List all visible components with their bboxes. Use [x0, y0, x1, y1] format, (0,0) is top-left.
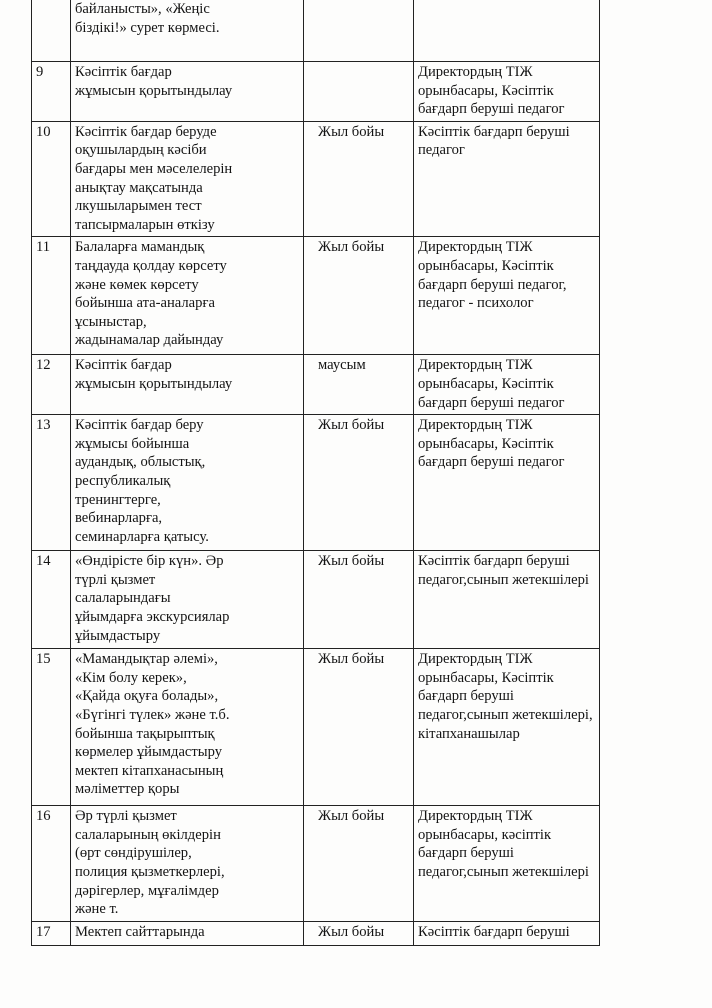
event-cell: «Мамандықтар әлемі», «Кім болу керек», «Қайда оқуға болады», «Бүгінгі түлек» және т.б. бойынша тақырыптық көрмелер ұйымдастыру мектеп кітапханасының мәліметтер қоры	[71, 649, 304, 806]
responsible-cell: Директордың ТІЖ орынбасары, Кәсіптік бағдарп беруші педагог	[414, 415, 600, 551]
time-cell: маусым	[304, 355, 414, 415]
event-cell: Мектеп сайттарында	[71, 922, 304, 946]
table-row	[32, 121, 600, 237]
row-number	[32, 0, 71, 62]
responsible-cell: Директордың ТІЖ орынбасары, Кәсіптік бағдарп беруші педагог	[414, 62, 600, 122]
row-number: 9	[32, 62, 71, 122]
activity-plan-table	[31, 0, 600, 946]
time-cell: Жыл бойы	[304, 237, 414, 355]
table-row	[32, 922, 600, 946]
event-cell: Кәсіптік бағдар беруде оқушылардың кәсіби бағдары мен мәселелерін анықтау мақсатында лкушыларымен тест тапсырмаларын өткізу	[71, 121, 304, 237]
event-cell: Балаларға мамандық таңдауда қолдау көрсету және көмек көрсету бойынша ата-аналарға ұсыныстар, жадынамалар дайындау	[71, 237, 304, 355]
table-row	[32, 0, 600, 62]
row-number: 14	[32, 551, 71, 649]
row-number: 11	[32, 237, 71, 355]
responsible-cell: Директордың ТІЖ орынбасары, Кәсіптік бағдарп беруші педагог,сынып жетекшілері, кітапханашылар	[414, 649, 600, 806]
event-cell: Кәсіптік бағдар беру жұмысы бойынша аудандық, облыстық, республикалық тренингтерге, вебинарларға, семинарларға қатысу.	[71, 415, 304, 551]
row-number: 13	[32, 415, 71, 551]
table-row	[32, 355, 600, 415]
row-number: 12	[32, 355, 71, 415]
time-cell	[304, 0, 414, 62]
event-cell: Кәсіптік бағдар жұмысын қорытындылау	[71, 355, 304, 415]
table-row	[32, 62, 600, 122]
row-number: 15	[32, 649, 71, 806]
table-row	[32, 551, 600, 649]
row-number: 17	[32, 922, 71, 946]
table-row	[32, 649, 600, 806]
responsible-cell: Кәсіптік бағдарп беруші	[414, 922, 600, 946]
responsible-cell: Кәсіптік бағдарп беруші педагог,сынып жетекшілері	[414, 551, 600, 649]
time-cell: Жыл бойы	[304, 806, 414, 922]
table-row	[32, 237, 600, 355]
responsible-cell: Директордың ТІЖ орынбасары, Кәсіптік бағдарп беруші педагог	[414, 355, 600, 415]
time-cell: Жыл бойы	[304, 922, 414, 946]
table-row	[32, 806, 600, 922]
table-row	[32, 415, 600, 551]
row-number: 16	[32, 806, 71, 922]
time-cell: Жыл бойы	[304, 415, 414, 551]
responsible-cell: Кәсіптік бағдарп беруші педагог	[414, 121, 600, 237]
responsible-cell: Директордың ТІЖ орынбасары, кәсіптік бағдарп беруші педагог,сынып жетекшілері	[414, 806, 600, 922]
event-cell: Кәсіптік бағдар жұмысын қорытындылау	[71, 62, 304, 122]
time-cell: Жыл бойы	[304, 121, 414, 237]
event-cell: «Өндірісте бір күн». Әр түрлі қызмет салаларындағы ұйымдарға экскурсиялар ұйымдастыру	[71, 551, 304, 649]
event-cell: байланысты», «Жеңіс біздікі!» сурет көрмесі.	[71, 0, 304, 62]
event-cell: Әр түрлі қызмет салаларының өкілдерін (өрт сөндірушілер, полиция қызметкерлері, дәрігерлер, мұғалімдер және т.	[71, 806, 304, 922]
time-cell: Жыл бойы	[304, 649, 414, 806]
time-cell	[304, 62, 414, 122]
row-number: 10	[32, 121, 71, 237]
time-cell: Жыл бойы	[304, 551, 414, 649]
responsible-cell: Директордың ТІЖ орынбасары, Кәсіптік бағдарп беруші педагог, педагог - психолог	[414, 237, 600, 355]
responsible-cell	[414, 0, 600, 62]
